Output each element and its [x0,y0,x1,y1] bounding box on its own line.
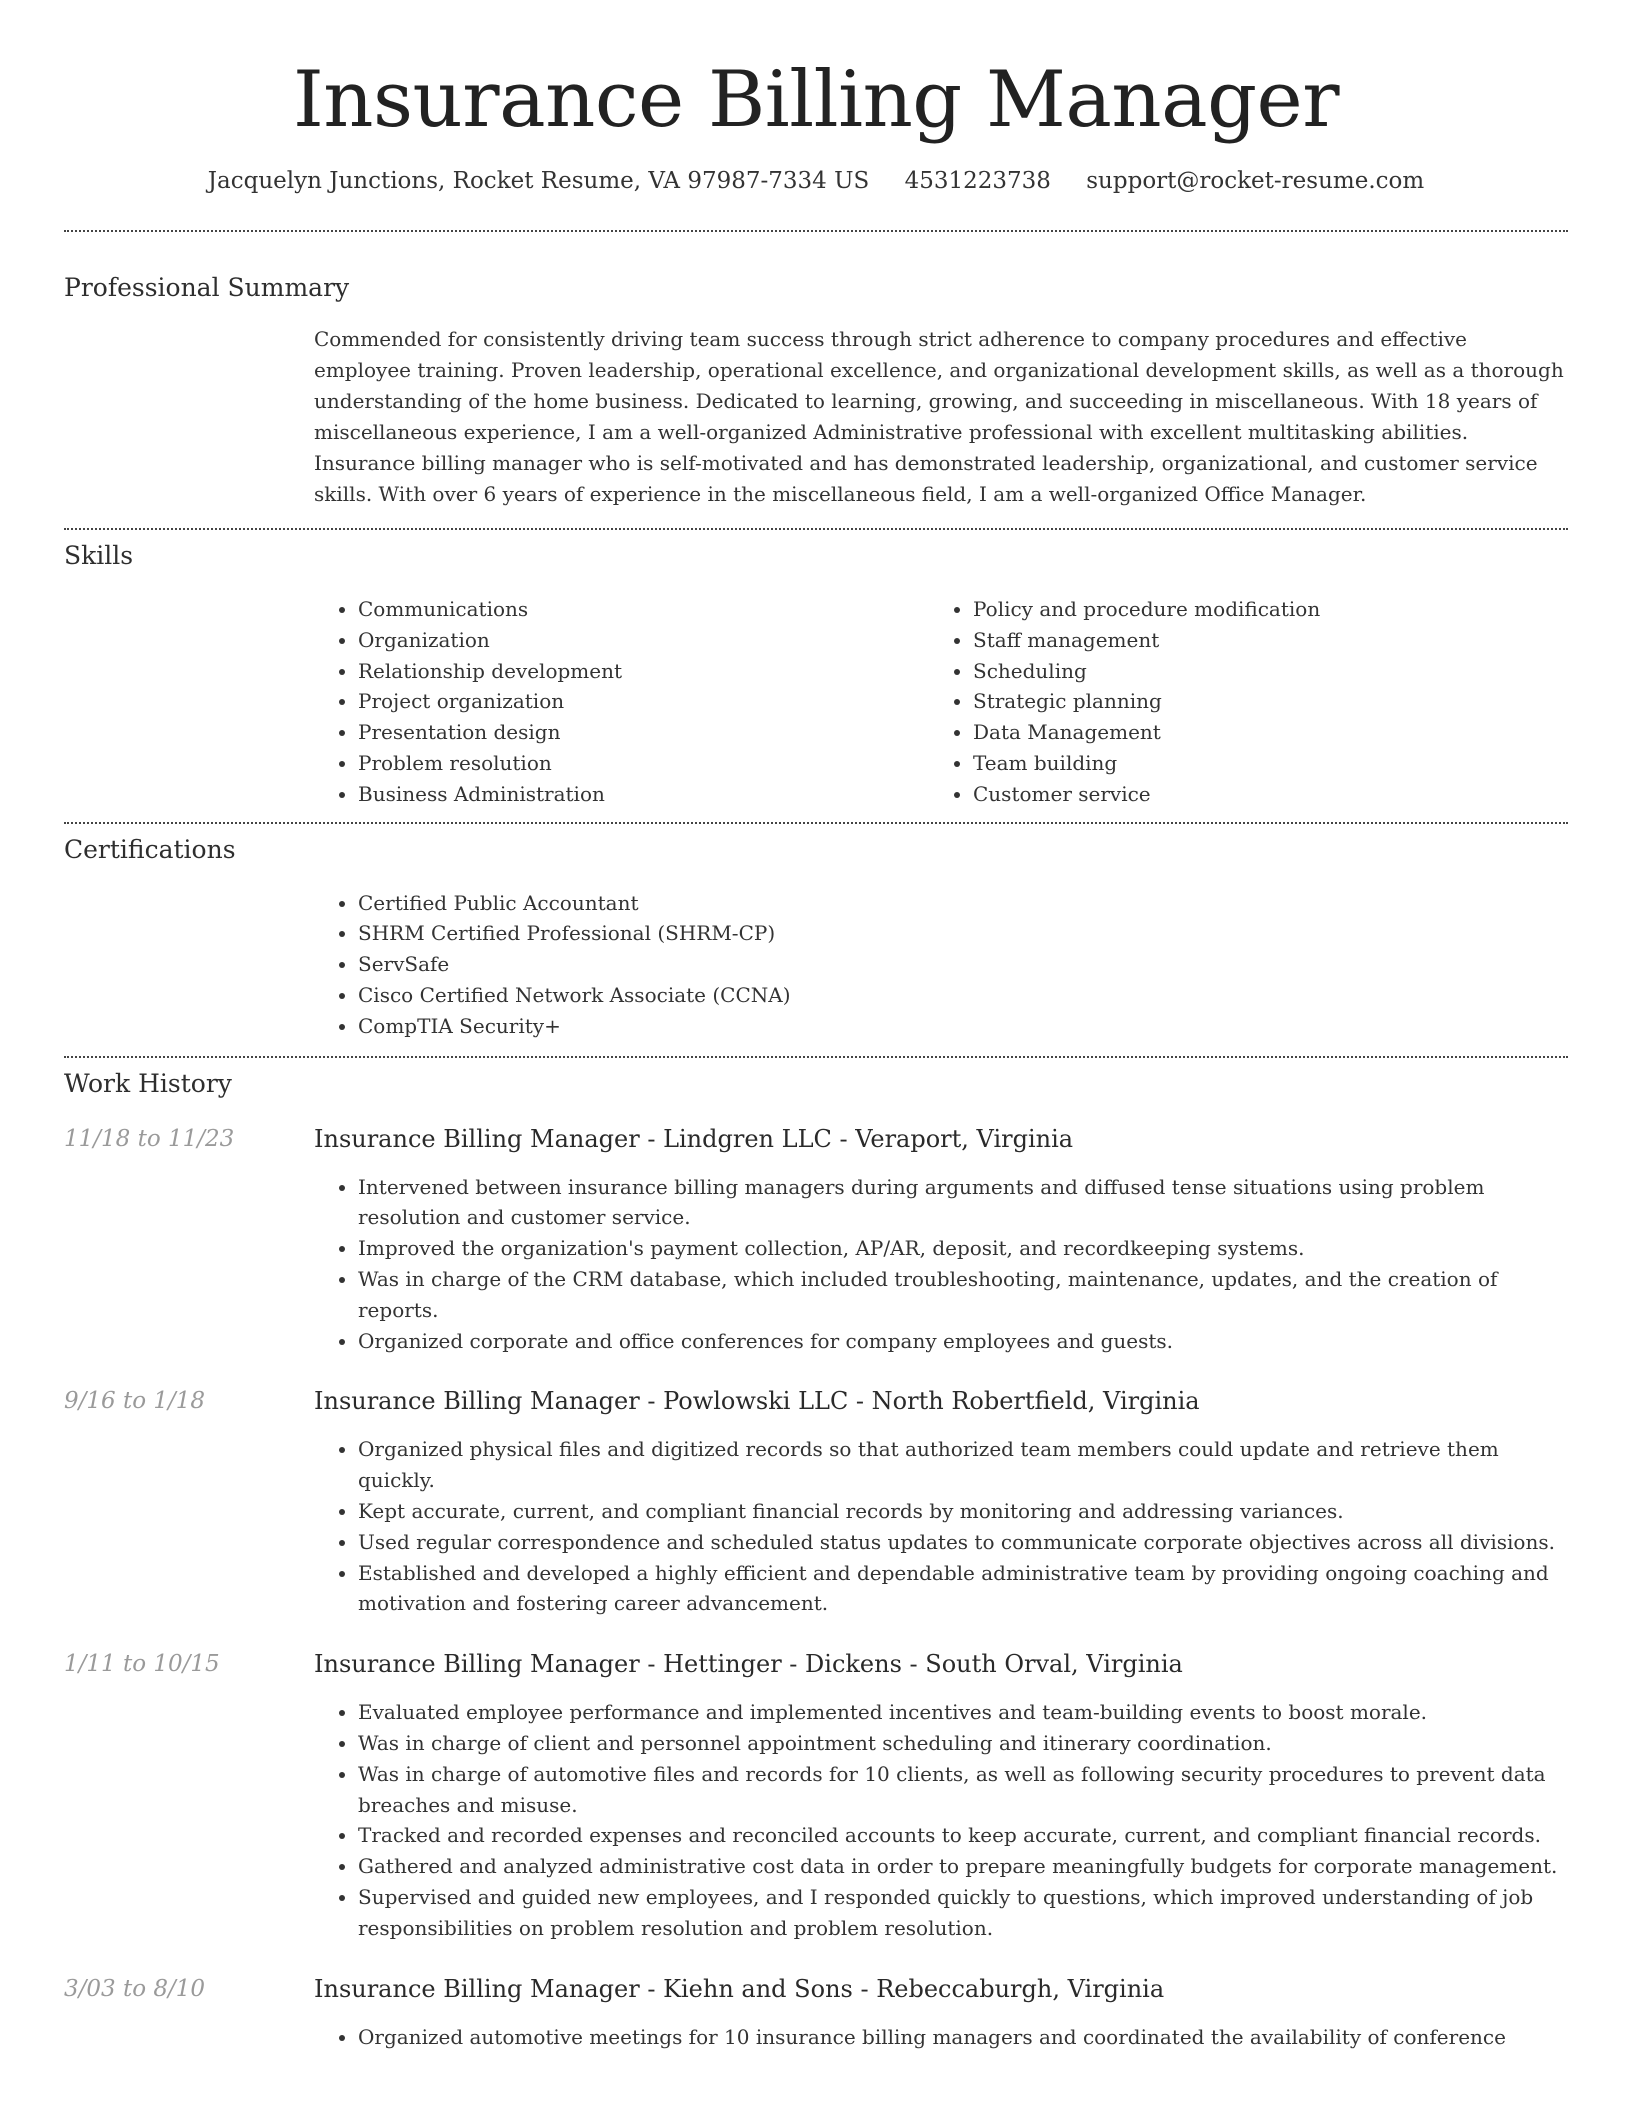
skills-body [314,594,1568,810]
job-entry [64,1974,1568,2053]
certification-item: • CompTIA Security+ [358,1011,1568,1042]
resume-page [64,0,1568,2052]
skills-columns [314,594,1568,810]
skill-item: • Communications [358,594,929,625]
job-bullet: • Organized corporate and office conferences for company employees and guests. [358,1326,1568,1357]
job-bullet: • Was in charge of the CRM database, which included troubleshooting, maintenance, updates, and the creation of reports. [358,1264,1568,1326]
skill-item: • Strategic planning [973,686,1544,717]
divider [64,528,1568,530]
job-bullet-list [314,1172,1568,1357]
job-bullet: • Tracked and recorded expenses and reconciled accounts to keep accurate, current, and compliant financial records. [358,1820,1568,1851]
contact-address: Jacquelyn Junctions, Rocket Resume, VA 97987-7334 US [207,168,870,194]
skill-item: • Organization [358,625,929,656]
job-entry [64,1124,1568,1357]
resume-title: Insurance Billing Manager [292,55,1340,145]
summary-body [314,324,1568,510]
skill-item: • Business Administration [358,779,929,810]
skills-heading: Skills [64,541,134,570]
job-dates: 1/11 to 10/15 [64,1651,220,1678]
certifications-section [64,834,1568,1042]
summary-text: Commended for consistently driving team success through strict adherence to company procedures and effective employee training. Proven leadership, operational excellence, and organizational development skills, as well as a thorough understanding of the home business. Dedicated to learning, growing, and succeeding in miscellaneous. With 18 years of miscellaneous experience, I am a well-organized Administrative professional with excellent multitasking abilities. Insurance billing manager who is self-motivated and has demonstrated leadership, organizational, and customer service skills. With over 6 years of experience in the miscellaneous field, I am a well-organized Office Manager. [314,327,1564,506]
divider [64,230,1568,232]
job-bullet: • Used regular correspondence and scheduled status updates to communicate corporate objectives across all divisions. [358,1527,1568,1558]
job-dates: 9/16 to 1/18 [64,1388,206,1415]
skills-section [64,540,1568,810]
contact-line [64,166,1568,196]
skills-column-right [929,594,1544,810]
skill-item: • Team building [973,748,1544,779]
job-bullet-list [314,2022,1568,2053]
job-bullet: • Organized physical files and digitized records so that authorized team members could update and retrieve them quickly. [358,1434,1568,1496]
job-bullet-list [314,1697,1568,1943]
divider [64,822,1568,824]
job-entry [64,1649,1568,1943]
job-bullet: • Was in charge of client and personnel appointment scheduling and itinerary coordination. [358,1728,1568,1759]
certifications-heading: Certifications [64,834,236,864]
job-title: Insurance Billing Manager - Kiehn and Sons - Rebeccaburgh, Virginia [314,1974,1165,2003]
job-dates: 11/18 to 11/23 [64,1125,235,1152]
skill-item: • Presentation design [358,717,929,748]
skill-item: • Data Management [973,717,1544,748]
summary-heading: Professional Summary [64,273,350,302]
work-history-heading: Work History [64,1068,232,1098]
skill-item: • Scheduling [973,656,1544,687]
job-bullet-list [314,1434,1568,1619]
certification-item: • Certified Public Accountant [358,888,1568,919]
job-entry [64,1386,1568,1619]
job-bullets [314,1434,1568,1619]
job-bullets [314,2022,1568,2053]
job-bullets [314,1172,1568,1357]
divider [64,1056,1568,1058]
certification-item: • Cisco Certified Network Associate (CCNA) [358,980,1568,1011]
contact-email: support@rocket-resume.com [1086,168,1425,194]
skill-item: • Customer service [973,779,1544,810]
job-bullet: • Organized automotive meetings for 10 insurance billing managers and coordinated the availability of conference [358,2022,1568,2053]
contact-phone: 4531223738 [904,168,1051,194]
job-bullet: • Intervened between insurance billing managers during arguments and diffused tense situations using problem resolution and customer service. [358,1172,1568,1234]
job-bullet: • Evaluated employee performance and implemented incentives and team-building events to boost morale. [358,1697,1568,1728]
job-bullet: • Improved the organization's payment collection, AP/AR, deposit, and recordkeeping systems. [358,1233,1568,1264]
certification-item: • ServSafe [358,949,1568,980]
job-title: Insurance Billing Manager - Lindgren LLC - Veraport, Virginia [314,1124,1074,1153]
skill-item: • Policy and procedure modification [973,594,1544,625]
job-dates: 3/03 to 8/10 [64,1975,206,2002]
skills-column-left [314,594,929,810]
skill-item: • Project organization [358,686,929,717]
certification-item: • SHRM Certified Professional (SHRM-CP) [358,918,1568,949]
summary-section [64,272,1568,510]
skill-item: • Problem resolution [358,748,929,779]
job-bullet: • Gathered and analyzed administrative cost data in order to prepare meaningfully budgets for corporate management. [358,1851,1568,1882]
job-bullet: • Supervised and guided new employees, and I responded quickly to questions, which improved understanding of job responsibilities on problem resolution and problem resolution. [358,1882,1568,1944]
job-bullets [314,1697,1568,1943]
skills-list-left [314,594,929,810]
job-title: Insurance Billing Manager - Hettinger - Dickens - South Orval, Virginia [314,1650,1183,1679]
skill-item: • Relationship development [358,656,929,687]
job-bullet: • Kept accurate, current, and compliant financial records by monitoring and addressing variances. [358,1496,1568,1527]
job-bullet: • Established and developed a highly efficient and dependable administrative team by providing ongoing coaching and motivation and fostering career advancement. [358,1558,1568,1620]
certifications-body [314,888,1568,1042]
job-title: Insurance Billing Manager - Powlowski LLC - North Robertfield, Virginia [314,1387,1200,1416]
skill-item: • Staff management [973,625,1544,656]
skills-list-right [929,594,1544,810]
job-bullet: • Was in charge of automotive files and records for 10 clients, as well as following security procedures to prevent data breaches and misuse. [358,1759,1568,1821]
certifications-list [314,888,1568,1042]
work-history-section [64,1068,1568,2053]
